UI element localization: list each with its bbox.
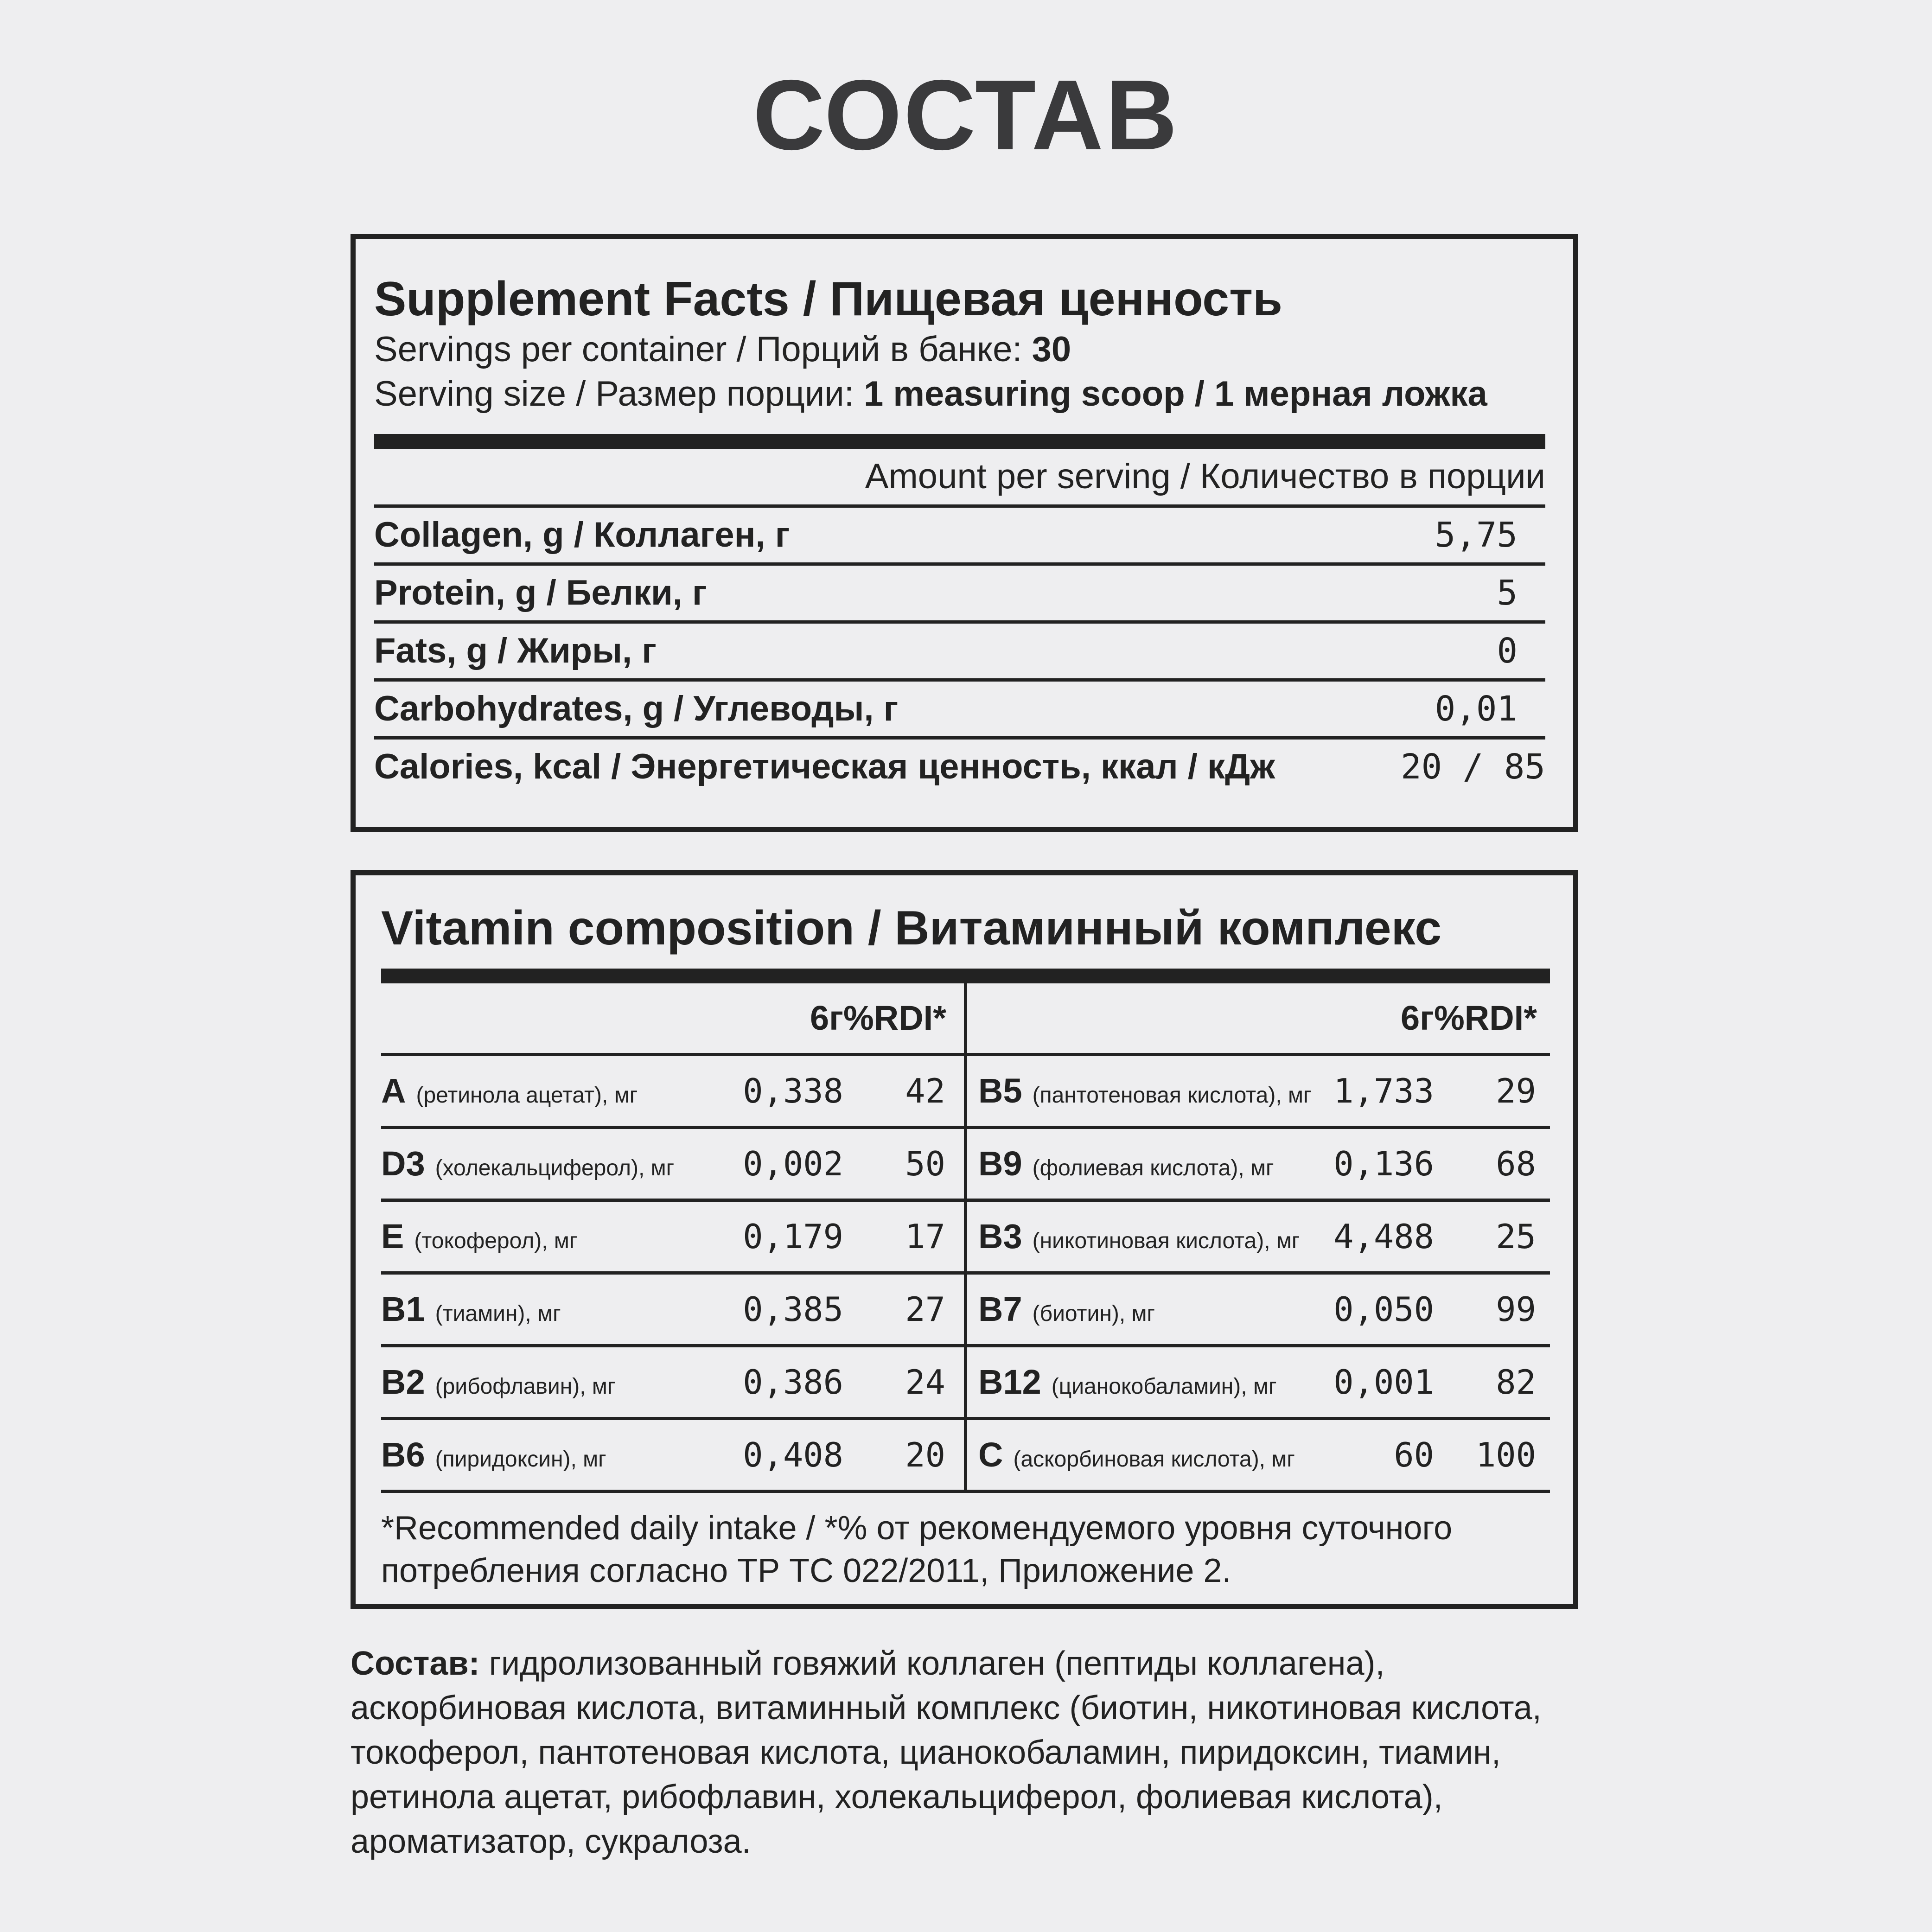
vitamin-desc: (ретинола ацетат), мг (416, 1083, 638, 1108)
vitamin-amount: 0,002 (743, 1144, 843, 1183)
vitamin-rdi: 29 (1496, 1071, 1536, 1110)
fact-value: 0,01 (1435, 689, 1518, 729)
vitamin-desc: (холекальциферол), мг (435, 1156, 675, 1181)
vitamin-column-right (967, 983, 1550, 1493)
vitamin-column-left (381, 983, 967, 1493)
vitamin-desc: (тиамин), мг (435, 1301, 561, 1326)
vitamin-code: B2 (381, 1363, 425, 1402)
vitamin-rdi: 99 (1496, 1289, 1536, 1329)
vitamin-desc: (токоферол), мг (414, 1229, 578, 1254)
vitamin-desc: (цианокобаламин), мг (1051, 1374, 1277, 1399)
facts-heading: Supplement Facts / Пищевая ценность (374, 272, 1282, 326)
fact-row-collagen (374, 504, 1545, 562)
vitamin-code: B12 (978, 1363, 1041, 1402)
vitamin-row (381, 1202, 964, 1275)
vitamin-amount: 0,001 (1333, 1362, 1434, 1402)
vitamin-rdi: 100 (1475, 1435, 1536, 1474)
vitamin-rdi: 42 (905, 1071, 945, 1110)
fact-value: 5 (1497, 573, 1518, 613)
fact-value: 5,75 (1435, 515, 1518, 555)
vitamin-row (967, 1275, 1550, 1347)
vitamin-desc: (никотиновая кислота), мг (1032, 1229, 1300, 1254)
vitamin-desc: (аскорбиновая кислота), мг (1013, 1447, 1295, 1472)
vitamin-amount: 1,733 (1333, 1071, 1434, 1110)
supplement-facts-panel (351, 234, 1578, 832)
rdi-header: %RDI* (1434, 999, 1537, 1038)
fact-row-calories (374, 736, 1545, 794)
vitamin-amount: 4,488 (1333, 1217, 1434, 1256)
vitamin-row (381, 1347, 964, 1420)
fact-label: Calories, kcal / Энергетическая ценность, ккал / кДж (374, 747, 1275, 787)
vitamin-amount: 0,050 (1333, 1289, 1434, 1329)
vitamin-row (967, 1202, 1550, 1275)
vitamin-row (381, 1275, 964, 1347)
vitamin-composition-panel (351, 870, 1578, 1609)
fact-value: 20 / 85 (1401, 746, 1545, 787)
vitamin-code: B5 (978, 1071, 1022, 1110)
page-title: СОСТАВ (752, 59, 1180, 171)
thick-divider (381, 969, 1550, 983)
vitamin-row (967, 1129, 1550, 1202)
vitamin-desc: (пантотеновая кислота), мг (1032, 1083, 1312, 1108)
vitamins-heading: Vitamin composition / Витаминный комплекс (381, 901, 1442, 955)
thick-divider (374, 434, 1545, 449)
fact-label: Protein, g / Белки, г (374, 573, 707, 613)
vitamin-code: B7 (978, 1290, 1022, 1329)
servings-label: Servings per container / Порций в банке: (374, 329, 1032, 369)
vitamin-row (967, 1056, 1550, 1129)
vitamin-row (381, 1056, 964, 1129)
vitamin-rdi: 27 (905, 1289, 945, 1329)
vitamin-amount: 0,338 (743, 1071, 843, 1110)
vitamin-desc: (фолиевая кислота), мг (1032, 1156, 1274, 1181)
vitamin-code: B3 (978, 1217, 1022, 1256)
vitamin-desc: (биотин), мг (1032, 1301, 1155, 1326)
vitamin-amount: 0,408 (743, 1435, 843, 1474)
vitamin-code: B1 (381, 1290, 425, 1329)
fact-value: 0 (1497, 631, 1518, 671)
serving-size (374, 372, 1545, 416)
rdi-footnote: *Recommended daily intake / *% от рекомендуемого уровня суточного потребления согласно ТР ТС 022/2011, Приложение 2. (381, 1509, 1453, 1589)
vitamin-amount: 0,385 (743, 1289, 843, 1329)
fact-row-fats (374, 620, 1545, 678)
vitamin-row (381, 1129, 964, 1202)
fact-label: Collagen, g / Коллаген, г (374, 515, 790, 555)
rdi-header: %RDI* (843, 999, 947, 1038)
vitamin-amount: 0,386 (743, 1362, 843, 1402)
vitamin-rdi: 82 (1496, 1362, 1536, 1402)
amount-header: 6г (810, 999, 843, 1038)
vitamin-header-row (381, 983, 964, 1056)
vitamin-code: A (381, 1071, 406, 1110)
vitamin-rdi: 20 (905, 1435, 945, 1474)
vitamin-rdi: 24 (905, 1362, 945, 1402)
vitamin-row (967, 1420, 1550, 1493)
vitamin-amount: 0,136 (1333, 1144, 1434, 1183)
vitamin-desc: (пиридоксин), мг (435, 1447, 606, 1472)
vitamin-rdi: 17 (905, 1217, 945, 1256)
vitamin-rdi: 68 (1496, 1144, 1536, 1183)
vitamin-amount: 60 (1394, 1435, 1434, 1474)
amount-header: 6г (1401, 999, 1434, 1038)
vitamin-row (381, 1420, 964, 1493)
ingredients-paragraph (351, 1641, 1593, 1864)
vitamin-rdi: 50 (905, 1144, 945, 1183)
servings-value: 30 (1032, 329, 1071, 369)
fact-row-protein (374, 562, 1545, 620)
vitamin-table (381, 983, 1550, 1493)
amount-per-serving-header: Amount per serving / Количество в порции (865, 456, 1545, 496)
fact-label: Fats, g / Жиры, г (374, 631, 657, 671)
size-label: Serving size / Размер порции: (374, 374, 864, 414)
size-value: 1 measuring scoop / 1 мерная ложка (863, 374, 1487, 414)
vitamin-code: B6 (381, 1435, 425, 1474)
vitamin-header-row (967, 983, 1550, 1056)
servings-per-container (374, 327, 1545, 372)
vitamin-code: D3 (381, 1144, 425, 1183)
ingredients-text: гидролизованный говяжий коллаген (пептиды коллагена), аскорбиновая кислота, витаминный комплекс (биотин, никотиновая кислота, токоферол, пантотеновая кислота, цианокобаламин, пиридоксин, тиамин, ретинола ацетат, рибофлавин, холекальциферол, фолиевая кислота), ароматизатор, сукралоза. (351, 1645, 1542, 1860)
vitamin-code: B9 (978, 1144, 1022, 1183)
vitamin-code: E (381, 1217, 404, 1256)
vitamin-code: C (978, 1435, 1003, 1474)
vitamin-desc: (рибофлавин), мг (435, 1374, 616, 1399)
fact-label: Carbohydrates, g / Углеводы, г (374, 689, 899, 729)
fact-row-carbohydrates (374, 678, 1545, 736)
ingredients-label: Состав: (351, 1645, 480, 1682)
vitamin-amount: 0,179 (743, 1217, 843, 1256)
vitamin-rdi: 25 (1496, 1217, 1536, 1256)
vitamin-row (967, 1347, 1550, 1420)
